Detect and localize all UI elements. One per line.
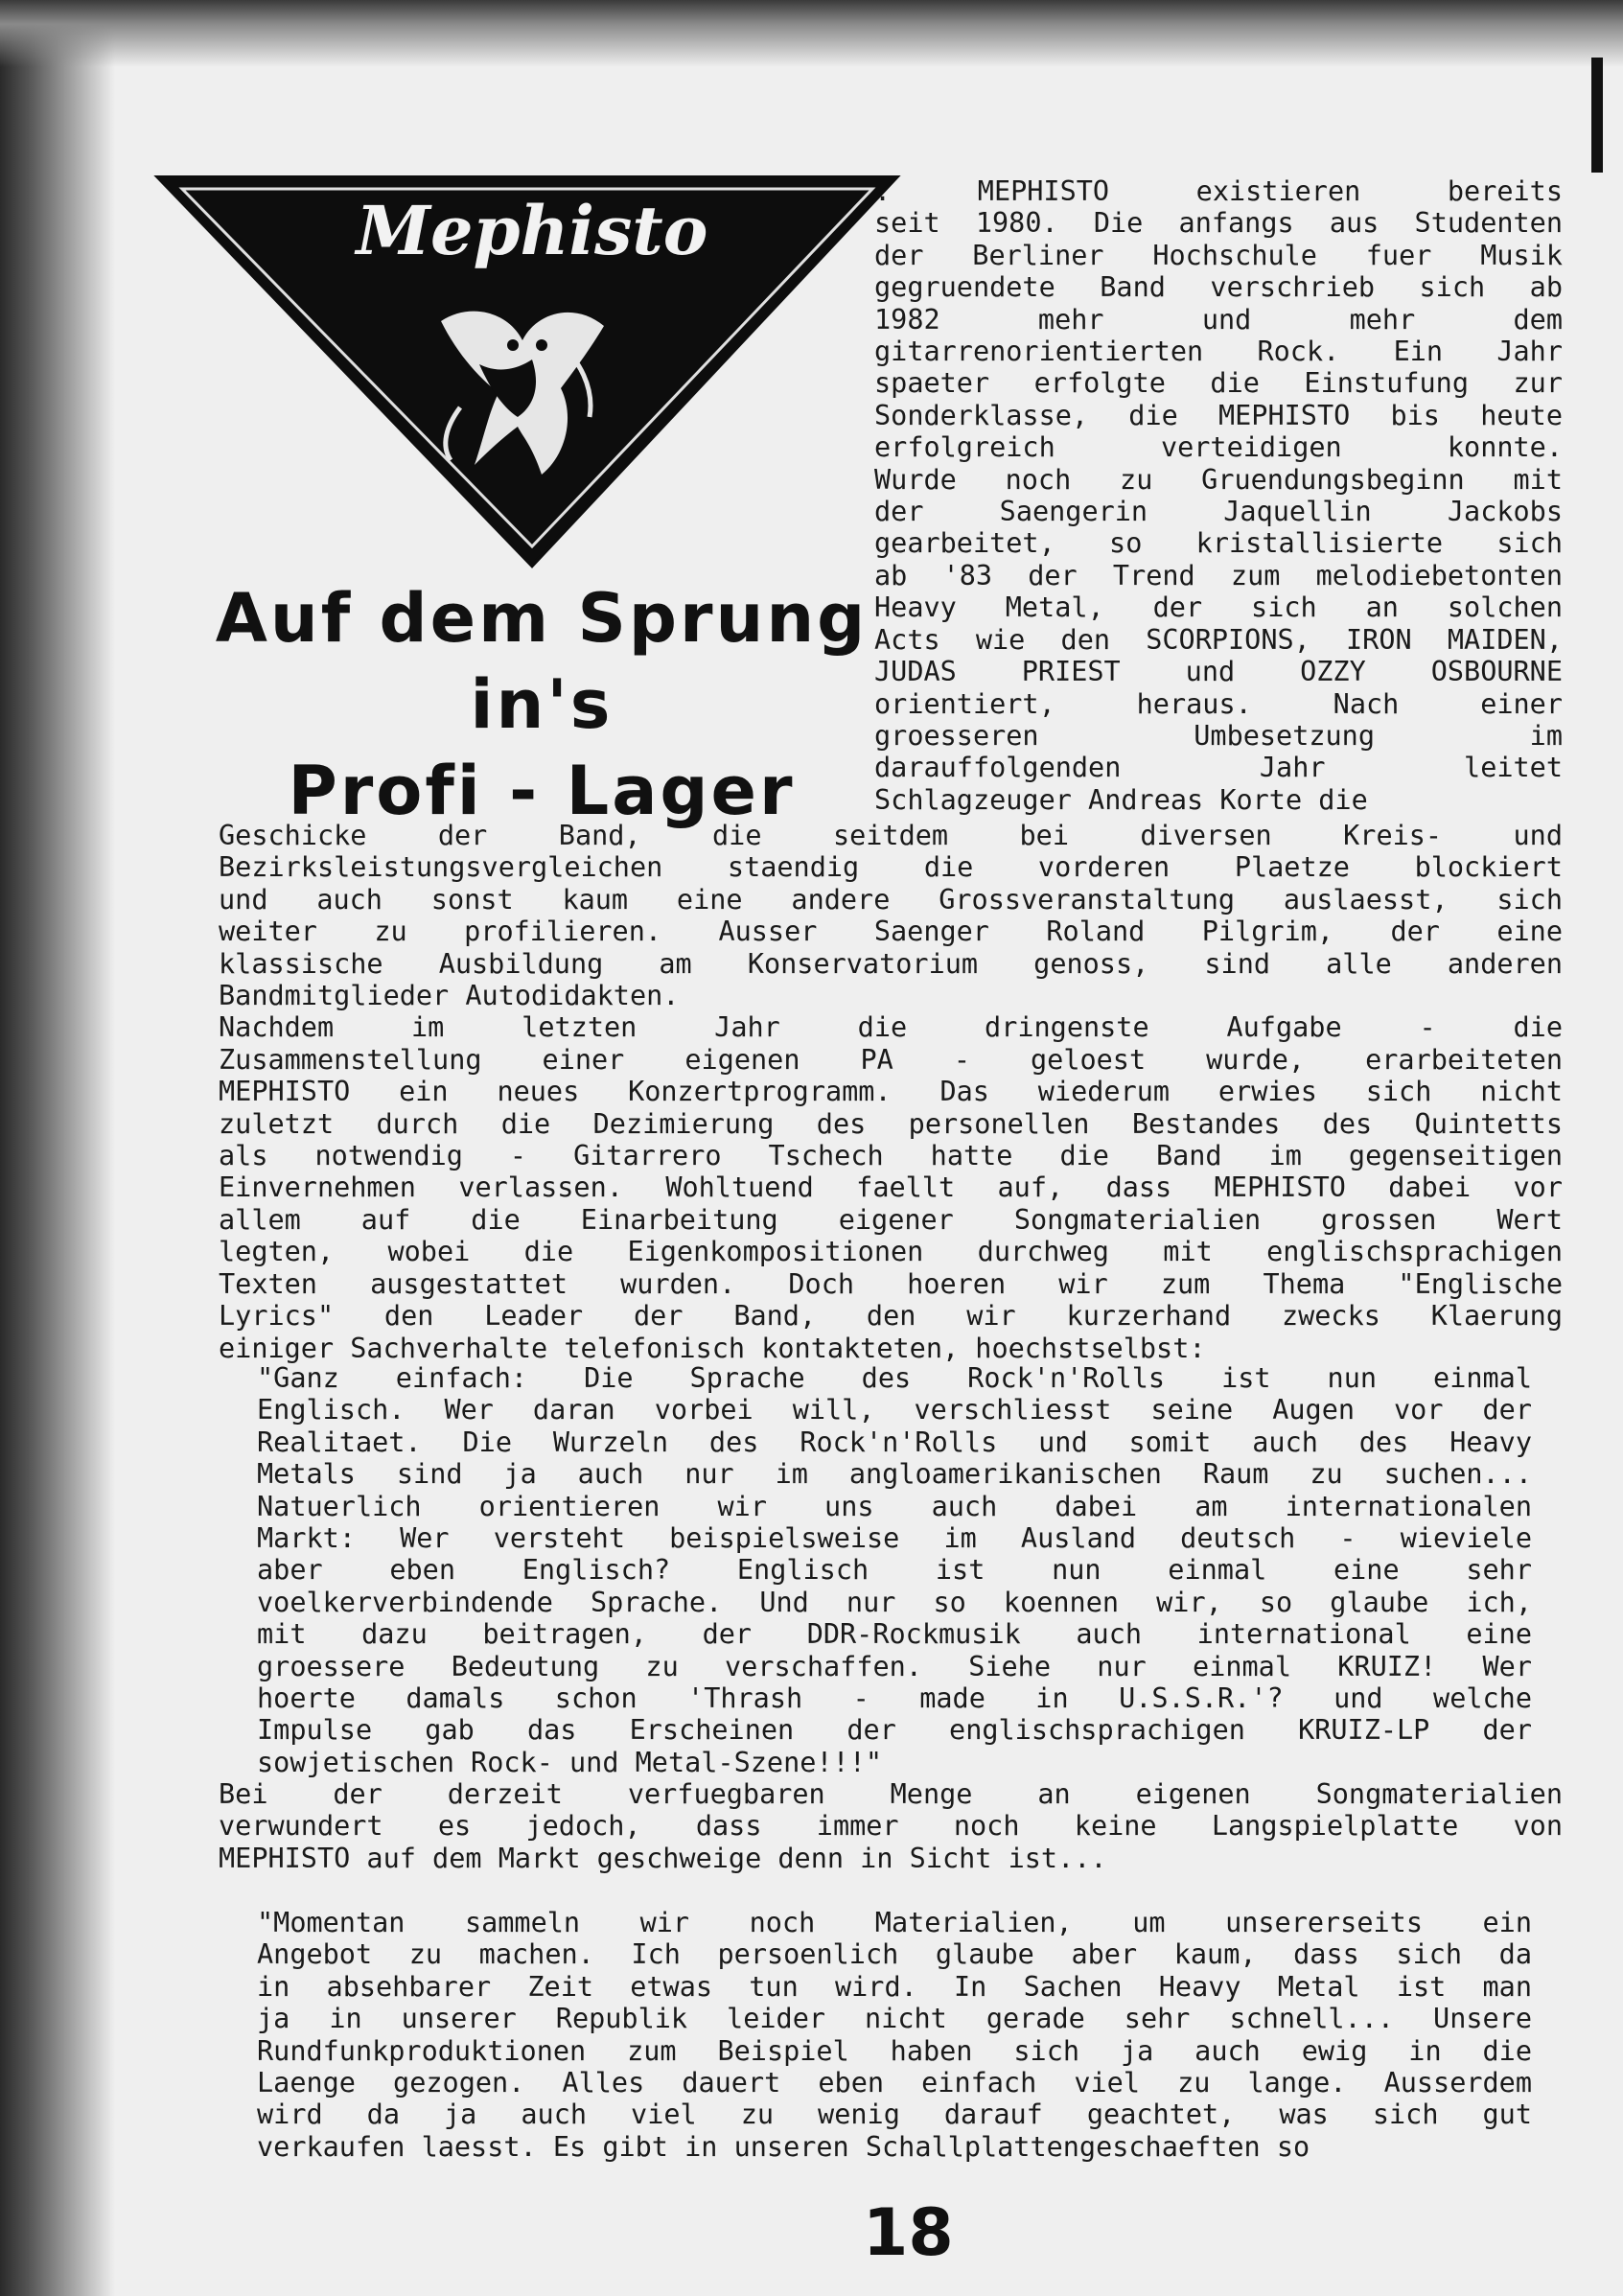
text-line: voelkerverbindende Sprache. Und nur so koennen wir, so glaube ich,: [257, 1586, 1532, 1618]
text-line: Bandmitglieder Autodidakten.: [219, 980, 680, 1012]
right-column-text: [874, 175, 1563, 816]
text-line: Englisch. Wer daran vorbei will, verschliesst seine Augen vor der: [257, 1394, 1532, 1426]
text-line: Schlagzeuger Andreas Korte die: [874, 783, 1368, 816]
text-line: darauffolgenden Jahr leitet: [874, 752, 1563, 784]
text-line: in absehbarer Zeit etwas tun wird. In Sachen Heavy Metal ist man: [257, 1970, 1532, 2003]
text-line: Natuerlich orientieren wir uns auch dabei am internationalen: [257, 1490, 1532, 1522]
text-line: Wurde noch zu Gruendungsbeginn mit: [874, 463, 1563, 496]
text-line: Rundfunkproduktionen zum Beispiel haben sich ja auch ewig in die: [257, 2034, 1532, 2067]
text-line: gearbeitet, so kristallisierte sich: [874, 527, 1563, 560]
text-line: Angebot zu machen. Ich persoenlich glaube aber kaum, dass sich da: [257, 1938, 1532, 1971]
text-line: Sonderklasse, die MEPHISTO bis heute: [874, 399, 1563, 431]
text-line: ab '83 der Trend zum melodiebetonten: [874, 559, 1563, 591]
text-line: Metals sind ja auch nur im angloamerikanischen Raum zu suchen...: [257, 1458, 1532, 1491]
text-line: legten, wobei die Eigenkompositionen durchweg mit englischsprachigen: [219, 1236, 1563, 1268]
text-line: . MEPHISTO existieren bereits: [874, 175, 1563, 207]
scan-edge-mark: [1591, 58, 1603, 173]
text-line: groessere Bedeutung zu verschaffen. Siehe nur einmal KRUIZ! Wer: [257, 1650, 1532, 1682]
text-line: klassische Ausbildung am Konservatorium genoss, sind alle anderen: [219, 947, 1563, 980]
text-line: der Saengerin Jaquellin Jackobs: [874, 496, 1563, 528]
text-line: Heavy Metal, der sich an solchen: [874, 591, 1563, 624]
text-line: 1982 mehr und mehr dem: [874, 303, 1563, 336]
text-line: Lyrics" den Leader der Band, den wir kurzerhand zwecks Klaerung: [219, 1300, 1563, 1333]
headline: [192, 575, 892, 834]
body-text-2: [219, 1778, 1563, 1874]
text-line: Laenge gezogen. Alles dauert eben einfach viel zu lange. Ausserdem: [257, 2067, 1532, 2099]
text-line: orientiert, heraus. Nach einer: [874, 687, 1563, 720]
text-line: Bezirksleistungsvergleichen staendig die vorderen Plaetze blockiert: [219, 851, 1563, 884]
text-line: MEPHISTO auf dem Markt geschweige denn in Sicht ist...: [219, 1842, 1107, 1874]
text-line: erfolgreich verteidigen konnte.: [874, 431, 1563, 464]
scan-shadow-top: [0, 0, 1623, 67]
text-line: der Berliner Hochschule fuer Musik: [874, 239, 1563, 271]
headline-line-1: Auf dem Sprung: [215, 579, 869, 658]
text-line: Geschicke der Band, die seitdem bei diversen Kreis- und: [219, 820, 1563, 851]
headline-line-2: in's: [470, 665, 614, 744]
text-line: "Momentan sammeln wir noch Materialien, um unsererseits ein: [257, 1907, 1532, 1938]
text-line: einiger Sachverhalte telefonisch kontakteten, hoechstselbst:: [219, 1332, 1206, 1364]
text-line: und auch sonst kaum eine andere Grossveranstaltung auslaesst, sich: [219, 883, 1563, 916]
text-line: spaeter erfolgte die Einstufung zur: [874, 367, 1563, 400]
page-number: 18: [863, 2195, 954, 2271]
text-line: Texten ausgestattet wurden. Doch hoeren wir zum Thema "Englische: [219, 1267, 1563, 1300]
text-line: Einvernehmen verlassen. Wohltuend faellt auf, dass MEPHISTO dabei vor: [219, 1171, 1563, 1204]
text-line: zuletzt durch die Dezimierung des personellen Bestandes des Quintetts: [219, 1107, 1563, 1140]
text-line: weiter zu profilieren. Ausser Saenger Roland Pilgrim, der eine: [219, 916, 1563, 948]
scan-shadow-left: [0, 0, 115, 2296]
logo-text: Mephisto: [356, 191, 708, 270]
text-line: gegruendete Band verschrieb sich ab: [874, 271, 1563, 304]
text-line: mit dazu beitragen, der DDR-Rockmusik auch international eine: [257, 1618, 1532, 1651]
text-line: JUDAS PRIEST und OZZY OSBOURNE: [874, 656, 1563, 688]
headline-line-3: Profi - Lager: [288, 752, 796, 830]
text-line: verkaufen laesst. Es gibt in unseren Schallplattengeschaeften so: [257, 2130, 1310, 2163]
text-line: groesseren Umbesetzung im: [874, 719, 1563, 752]
text-line: Nachdem im letzten Jahr die dringenste Aufgabe - die: [219, 1011, 1563, 1044]
text-line: Bei der derzeit verfuegbaren Menge an eigenen Songmaterialien: [219, 1778, 1563, 1810]
text-line: aber eben Englisch? Englisch ist nun einmal eine sehr: [257, 1554, 1532, 1587]
mephisto-logo: [153, 168, 901, 570]
text-line: seit 1980. Die anfangs aus Studenten: [874, 207, 1563, 240]
text-line: MEPHISTO ein neues Konzertprogramm. Das wiederum erwies sich nicht: [219, 1076, 1563, 1108]
text-line: als notwendig - Gitarrero Tschech hatte die Band im gegenseitigen: [219, 1140, 1563, 1172]
text-line: wird da ja auch viel zu wenig darauf geachtet, was sich gut: [257, 2099, 1532, 2131]
text-line: verwundert es jedoch, dass immer noch keine Langspielplatte von: [219, 1810, 1563, 1843]
text-line: Impulse gab das Erscheinen der englischsprachigen KRUIZ-LP der: [257, 1714, 1532, 1747]
text-line: Zusammenstellung einer eigenen PA - geloest wurde, erarbeiteten: [219, 1043, 1563, 1076]
text-line: Realitaet. Die Wurzeln des Rock'n'Rolls und somit auch des Heavy: [257, 1426, 1532, 1458]
body-text-1: [219, 820, 1563, 1364]
text-line: ja in unserer Republik leider nicht gerade sehr schnell... Unsere: [257, 2003, 1532, 2035]
interview-quote-2: [257, 1907, 1532, 2163]
text-line: sowjetischen Rock- und Metal-Szene!!!": [257, 1746, 883, 1778]
text-line: allem auf die Einarbeitung eigener Songmaterialien grossen Wert: [219, 1203, 1563, 1236]
text-line: gitarrenorientierten Rock. Ein Jahr: [874, 336, 1563, 368]
text-line: Markt: Wer versteht beispielsweise im Ausland deutsch - wieviele: [257, 1522, 1532, 1555]
text-line: hoerte damals schon 'Thrash - made in U.S.S.R.'? und welche: [257, 1682, 1532, 1715]
interview-quote-1: [257, 1362, 1532, 1778]
text-line: "Ganz einfach: Die Sprache des Rock'n'Rolls ist nun einmal: [257, 1362, 1532, 1394]
text-line: Acts wie den SCORPIONS, IRON MAIDEN,: [874, 623, 1563, 656]
